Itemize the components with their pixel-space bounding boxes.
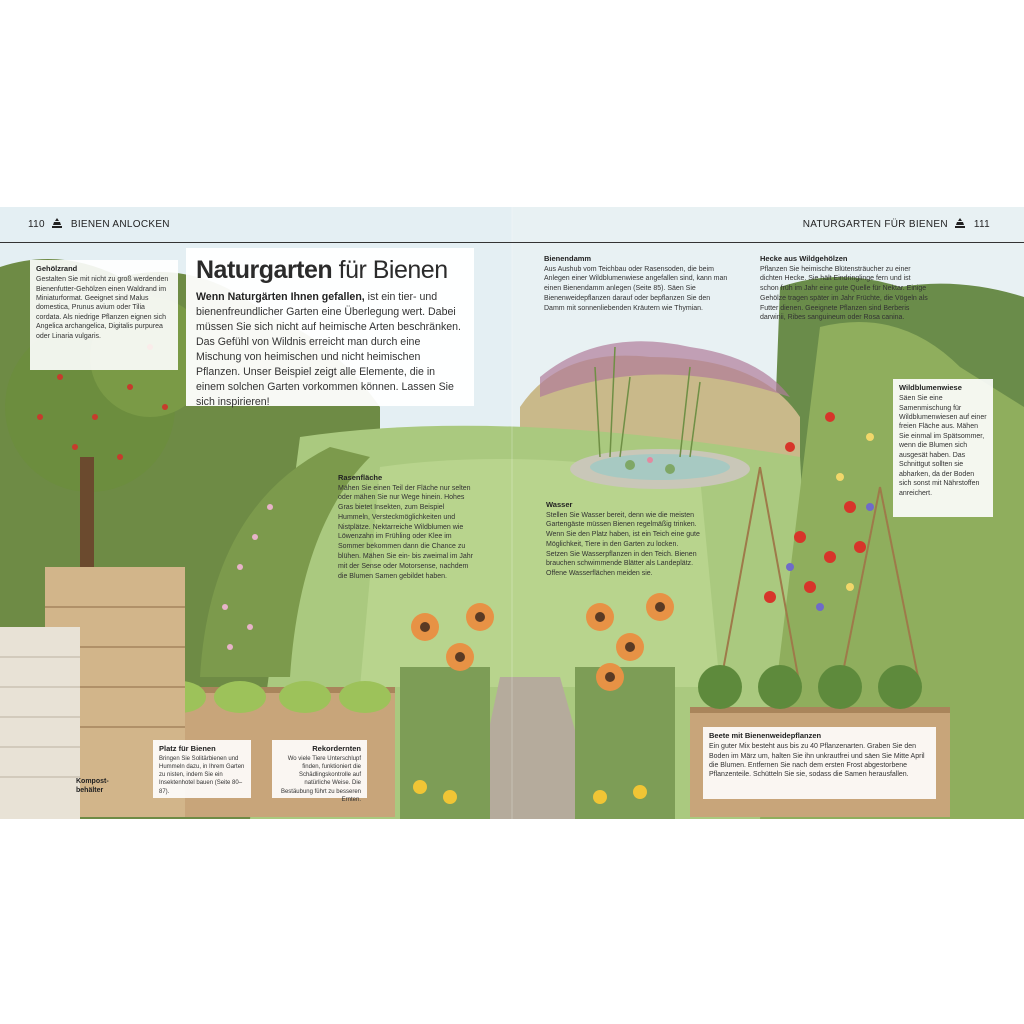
title-box [186,248,474,406]
label-kompostbehaelter: Kompost- behälter [76,778,109,795]
bee-skep-icon [51,217,65,232]
caption-platz-fuer-bienen: Platz für Bienen Bringen Sie Solitärbienen und Hummeln dazu, in Ihrem Garten zu nisten, indem Sie ein Insektenhotel bauen (Seite 80–87). [153,740,251,798]
section-title-left: BIENEN ANLOCKEN [70,219,170,230]
page-header-left [28,207,170,242]
caption-gehoelzrand: Gehölzrand Gestalten Sie mit nicht zu groß werdenden Bienenfutter-Gehölzen einen Waldrand im Miniaturformat. Geeignet sind Malus domestica, Prunus avium oder Tilia cordata. Als niedrige Pflanzen eignen sich Angelica archangelica, Digitalis purpurea oder Linaria vulgaris. [30,260,178,370]
bee-skep-icon [954,217,968,232]
book-spread [0,207,1024,819]
caption-beete: Beete mit Bienenweidepflanzen Ein guter Mix besteht aus bis zu 40 Pflanzenarten. Graben Sie den Boden im März um, halten Sie ihn unkrautfrei und säen Sie Mitte April die Blumen. Entfernen Sie nach dem ersten Frost abgestorbene Pflanzenteile. Schütteln Sie sie, sodass die Samen herausfallen. [703,727,936,799]
page-number-left: 110 [28,219,45,230]
header-rule-left [0,242,512,243]
intro-text: Wenn Naturgärten Ihnen gefallen, ist ein tier- und bienenfreundlicher Garten eine Überlegung wert. Dabei müssen Sie sich nicht auf heimische Arten beschränken. Das Gefühl von Wildnis erreicht man durch eine Mischung von heimischen und nicht heimischen Pflanzen. Unser Beispiel zeigt alle Elemente, die in einem solchen Garten vorkommen können. Lassen Sie sich inspirieren! [196,291,461,408]
caption-bienendamm: Bienendamm Aus Aushub vom Teichbau oder Rasensoden, die beim Anlegen einer Wildblumenwiese angefallen sind, kann man einen Bienendamm anlegen (Seite 85). Säen Sie Bienenweidepflanzen darauf oder bepflanzen Sie den Damm mit sonnenliebenden Kräutern wie Thymian. [544,254,728,312]
caption-rekordernten: Rekordernten Wo viele Tiere Unterschlupf finden, funktioniert die Schädlingskontrolle auf natürliche Weise. Die Bestäubung führt zu besseren Ernten. [272,740,367,798]
page-number-right: 111 [973,219,990,230]
caption-rasenflaeche: Rasenfläche Mähen Sie einen Teil der Fläche nur selten oder mähen Sie nur Wege hinein. Hohes Gras bietet Insekten, zum Beispiel Hummeln, Versteckmöglichkeiten und Nistplätze. Nektarreiche Wildblumen wie Löwenzahn im Frühling oder Klee im Sommer bekommen dann die Chance zu blühen. Mähen Sie ein- bis zweimal im Jahr mit der Sense oder Motorsense, nachdem die Blumen Samen gebildet haben. [338,473,474,580]
caption-wasser: Wasser Stellen Sie Wasser bereit, denn wie die meisten Gartengäste müssen Bienen regelmäßig trinken. Wenn Sie den Platz haben, ist ein Teich eine gute Möglichkeit, Tiere in den Garten zu locken. Setzen Sie Wasserpflanzen in den Teich. Bienen brauchen schwimmende Blätter als Landeplätz. Offene Wasserflächen meiden sie. [546,500,700,578]
caption-hecke: Hecke aus Wildgehölzen Pflanzen Sie heimische Blütensträucher zu einer dichten Hecke. Sie hält Eindringlinge fern und ist schon früh im Jahr eine gute Quelle für Nektar. Einige Gehölze tragen später im Jahr Früchte, die Vögeln als Futter dienen. Geeignete Pflanzen sind Berberis darwinii, Ribes sanguineum oder Rosa canina. [760,254,928,322]
page-header-right [803,207,990,242]
caption-wildblumenwiese: Wildblumenwiese Säen Sie eine Samenmischung für Wildblumenwiesen auf einer freien Fläche aus. Mähen Sie einmal im Spätsommer, wenn die Blumen sich ausgesät haben. Das Schnittgut sollten sie abharken, da der Boden sich sonst mit Nährstoffen anreichert. [893,379,993,517]
header-rule-right [512,242,1024,243]
page-title: Naturgarten für Bienen [196,256,448,284]
section-title-right: NATURGARTEN FÜR BIENEN [802,219,948,230]
